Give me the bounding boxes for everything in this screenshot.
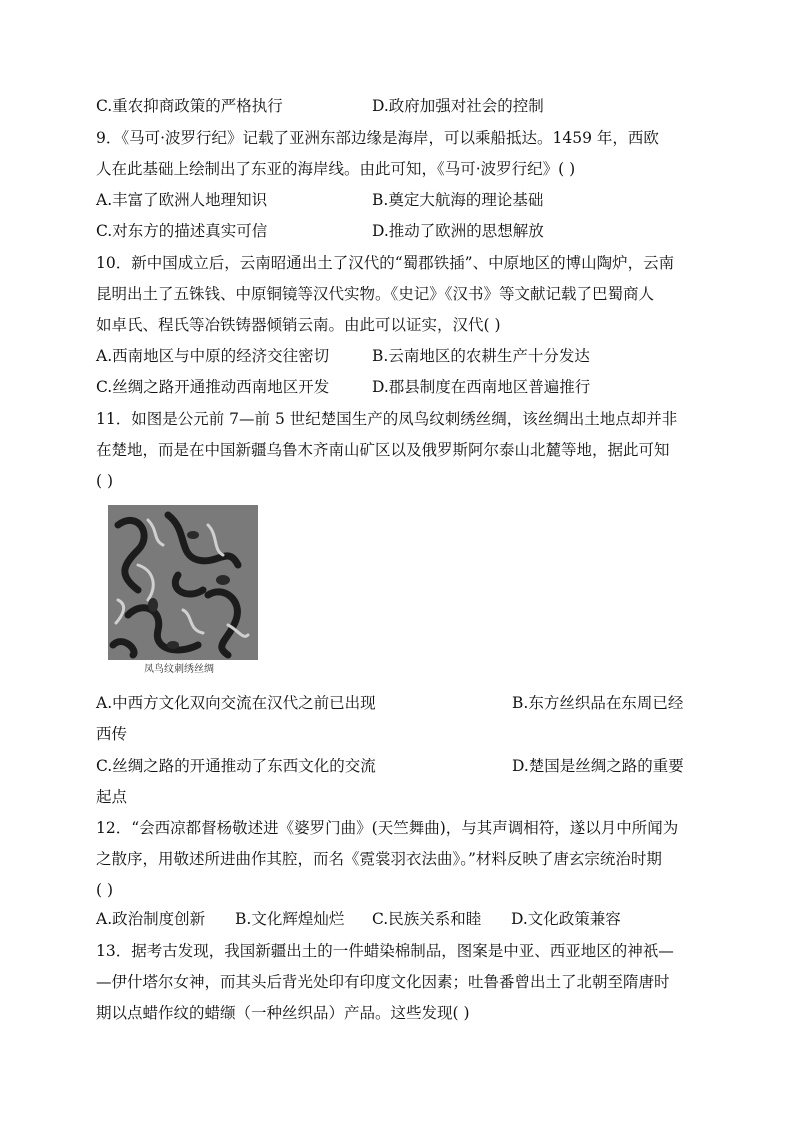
q11-option-d-continued: 起点 (96, 788, 128, 806)
q10-option-d: D.郡县制度在西南地区普遍推行 (372, 378, 591, 396)
q12-stem-line-1: 12．“会西凉都督杨敬述进《婆罗门曲》(天竺舞曲)，与其声调相符，遂以月中所闻为 (96, 819, 679, 837)
q11-option-b: B.东方丝织品在东周已经 (512, 694, 684, 712)
q9-stem-line-2: 人在此基础上绘制出了东亚的海岸线。由此可知，《马可·波罗行纪》( ) (96, 160, 576, 178)
q13-stem-line-1: 13．据考古发现，我国新疆出土的一件蜡染棉制品，图案是中亚、西亚地区的神祇— (96, 942, 674, 960)
q11-stem-line-2: 在楚地，而是在中国新疆乌鲁木齐南山矿区以及俄罗斯阿尔泰山北麓等地，据此可知 (96, 441, 670, 459)
q9-option-b: B.奠定大航海的理论基础 (372, 191, 544, 209)
q11-stem-line-1: 11．如图是公元前 7—前 5 世纪楚国生产的凤鸟纹刺绣丝绸，该丝绸出土地点却并非 (96, 410, 678, 428)
q10-stem-line-3: 如卓氏、程氏等冶铁铸器倾销云南。由此可以证实，汉代( ) (96, 316, 501, 334)
q8-option-c: C.重农抑商政策的严格执行 (96, 97, 283, 115)
figure-caption: 凤鸟纹刺绣丝绸 (144, 664, 214, 675)
q10-option-a: A.西南地区与中原的经济交往密切 (96, 347, 330, 365)
q13-stem-line-2: —伊什塔尔女神，而其头后背光处印有印度文化因素；吐鲁番曾出土了北朝至隋唐时 (96, 973, 670, 991)
q12-option-d: D.文化政策兼容 (511, 910, 621, 928)
q11-option-c: C.丝绸之路的开通推动了东西文化的交流 (96, 757, 376, 775)
q12-option-a: A.政治制度创新 (96, 910, 206, 928)
q12-option-b: B.文化辉煌灿烂 (235, 910, 345, 928)
q13-stem-line-3: 期以点蜡作纹的蜡缬（一种丝织品）产品。这些发现( ) (96, 1004, 470, 1022)
q12-stem-line-3: ( ) (96, 881, 114, 899)
q10-stem-line-2: 昆明出土了五铢钱、中原铜镜等汉代实物。《史记》《汉书》等文献记载了巴蜀商人 (96, 285, 655, 303)
q11-option-a: A.中西方文化双向交流在汉代之前已出现 (96, 694, 376, 712)
phoenix-silk-embroidery-image (108, 505, 258, 660)
q11-option-d: D.楚国是丝绸之路的重要 (512, 757, 684, 775)
q9-option-d: D.推动了欧洲的思想解放 (372, 222, 544, 240)
q9-option-c: C.对东方的描述真实可信 (96, 222, 268, 240)
q9-stem-line-1: 9．《马可·波罗行纪》记载了亚洲东部边缘是海岸，可以乘船抵达。1459 年，西欧 (96, 129, 659, 147)
q10-option-b: B.云南地区的农耕生产十分发达 (372, 347, 590, 365)
q8-option-d: D.政府加强对社会的控制 (372, 97, 544, 115)
q10-stem-line-1: 10．新中国成立后，云南昭通出土了汉代的“蜀郡铁插”、中原地区的博山陶炉，云南 (96, 254, 675, 272)
q12-option-c: C.民族关系和睦 (372, 910, 482, 928)
q11-stem-line-3: ( ) (96, 472, 114, 490)
q10-option-c: C.丝绸之路开通推动西南地区开发 (96, 378, 330, 396)
q9-option-a: A.丰富了欧洲人地理知识 (96, 191, 268, 209)
q11-option-b-continued: 西传 (96, 725, 128, 743)
q12-stem-line-2: 之散序，用敬述所进曲作其腔，而名《霓裳羽衣法曲》。”材料反映了唐玄宗统治时期 (96, 850, 662, 868)
